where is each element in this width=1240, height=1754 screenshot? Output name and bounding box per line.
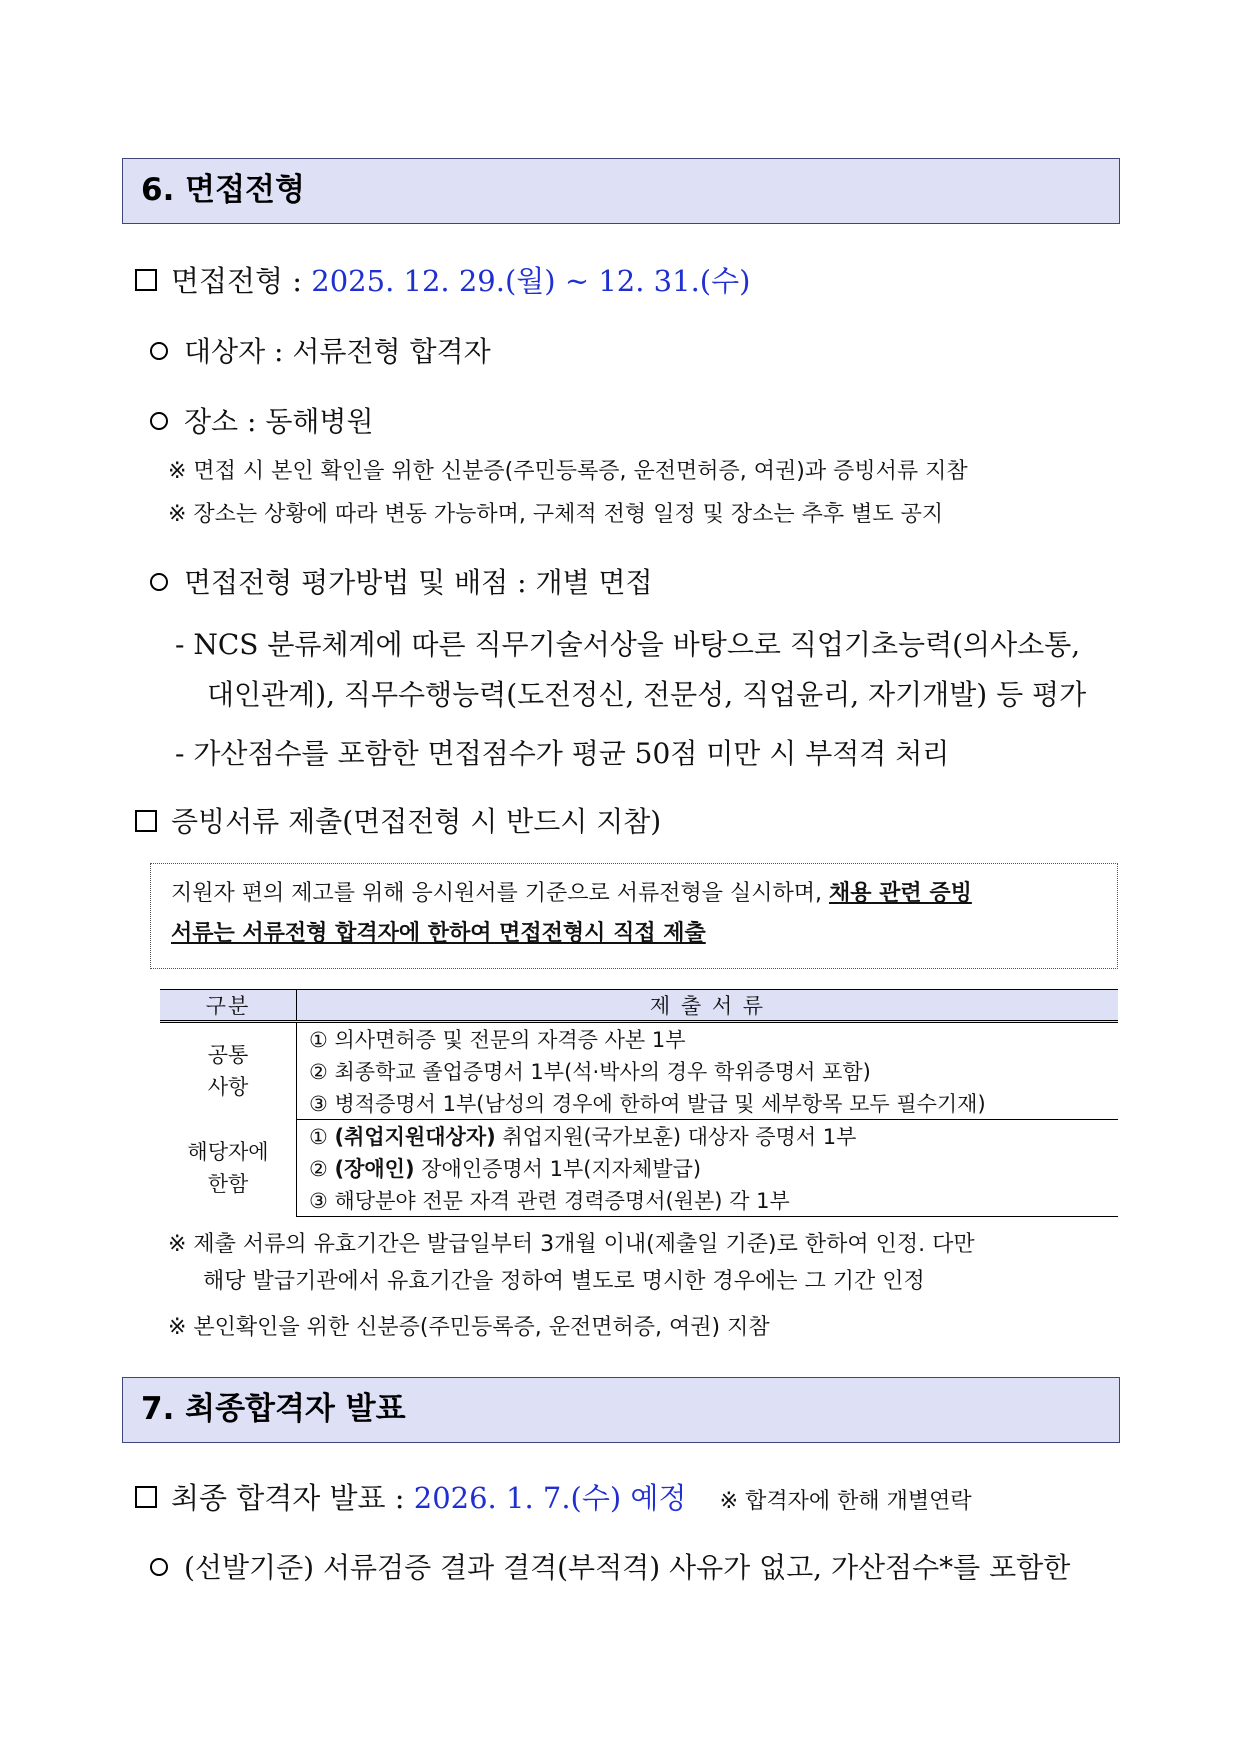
docs-heading [135, 802, 661, 842]
interview-schedule [135, 261, 750, 301]
checkbox-square-icon [135, 810, 157, 832]
category-common [160, 1022, 297, 1120]
category-common-line-2: 사항 [207, 1075, 249, 1100]
item-number: ③ [309, 1189, 335, 1213]
target-line [150, 332, 491, 372]
item-number: ① [309, 1125, 335, 1149]
docs-info-box [150, 863, 1118, 969]
criteria-line [150, 1548, 1070, 1588]
note-validity-cont: 해당 발급기관에서 유효기간을 정하여 별도로 명시한 경우에는 그 기간 인정 [203, 1269, 925, 1294]
checkbox-square-icon [135, 269, 157, 291]
note-id-required: ※ 면접 시 본인 확인을 위한 신분증(주민등록증, 운전면허증, 여권)과 증빙서류 지참 [168, 459, 968, 484]
checkbox-square-icon [135, 1486, 157, 1508]
section-6-title: 6. 면접전형 [141, 172, 305, 208]
note-id-card: ※ 본인확인을 위한 신분증(주민등록증, 운전면허증, 여권) 지참 [168, 1315, 770, 1340]
category-applicable [160, 1120, 297, 1217]
header-documents: 제 출 서 류 [297, 990, 1119, 1022]
table-row [160, 1022, 1118, 1056]
common-item-1: ① 의사면허증 및 전문의 자격증 사본 1부 [309, 1028, 686, 1052]
announce-label: 최종 합격자 발표 : [171, 1481, 405, 1515]
table-row [160, 1184, 1118, 1217]
circle-bullet-icon [150, 342, 168, 360]
announcement-line [135, 1478, 972, 1519]
method-detail-1: - NCS 분류체계에 따른 직무기술서상을 바탕으로 직업기초능력(의사소통, [175, 628, 1081, 661]
docs-heading-text: 증빙서류 제출(면접전형 시 반드시 지참) [171, 805, 662, 838]
method-detail-2: 대인관계), 직무수행능력(도전정신, 전문성, 직업윤리, 자기개발) 등 평가 [207, 678, 1087, 711]
item-text: 장애인증명서 1부(지자체발급) [414, 1157, 702, 1181]
item-qualifier: (장애인) [334, 1157, 415, 1181]
category-common-line-1: 공통 [207, 1043, 249, 1068]
category-applicable-line-2: 한함 [207, 1172, 249, 1196]
box-line-1-emphasis: 채용 관련 증빙 [829, 881, 972, 906]
circle-bullet-icon [150, 573, 168, 591]
section-7-title: 7. 최종합격자 발표 [141, 1391, 406, 1427]
place-text: 장소 : 동해병원 [184, 405, 374, 438]
place-line [150, 402, 374, 442]
box-line-1-text: 지원자 편의 제고를 위해 응시원서를 기준으로 서류전형을 실시하며, [171, 881, 823, 906]
section-6-header [122, 158, 1120, 224]
announce-note: ※ 합격자에 한해 개별연락 [719, 1489, 972, 1514]
target-text: 대상자 : 서류전형 합격자 [184, 335, 491, 368]
box-line-2-emphasis: 서류는 서류전형 합격자에 한하여 면접전형시 직접 제출 [171, 921, 706, 946]
method-line [150, 563, 653, 603]
common-item-2: ② 최종학교 졸업증명서 1부(석·박사의 경우 학위증명서 포함) [309, 1060, 871, 1084]
box-line-2 [171, 914, 1117, 954]
circle-bullet-icon [150, 412, 168, 430]
applicable-item-1 [297, 1120, 1119, 1153]
circle-bullet-icon [150, 1558, 168, 1576]
box-line-1 [171, 874, 1117, 914]
table-row [160, 1087, 1118, 1120]
method-detail-3: - 가산점수를 포함한 면접점수가 평균 50점 미만 시 부적격 처리 [175, 737, 950, 770]
table-header-row [160, 990, 1118, 1022]
item-number: ② [309, 1157, 335, 1181]
method-text: 면접전형 평가방법 및 배점 : 개별 면접 [184, 566, 653, 599]
table-row [160, 1152, 1118, 1184]
note-place-change: ※ 장소는 상황에 따라 변동 가능하며, 구체적 전형 일정 및 장소는 추후 별도 공지 [168, 502, 944, 527]
item-qualifier: (취업지원대상자) [334, 1125, 496, 1149]
schedule-value: 2025. 12. 29.(월) ~ 12. 31.(수) [311, 264, 751, 298]
table-row [160, 1055, 1118, 1087]
common-item-3: ③ 병적증명서 1부(남성의 경우에 한하여 발급 및 세부항목 모두 필수기재) [297, 1087, 1119, 1120]
item-text: 취업지원(국가보훈) 대상자 증명서 1부 [495, 1125, 857, 1149]
applicable-item-3 [297, 1184, 1119, 1217]
schedule-label: 면접전형 : [171, 264, 303, 298]
header-category: 구분 [160, 990, 297, 1022]
section-7-header [122, 1377, 1120, 1443]
table-row [160, 1120, 1118, 1153]
criteria-text: (선발기준) 서류검증 결과 결격(부적격) 사유가 없고, 가산점수*를 포함한 [184, 1551, 1071, 1584]
applicable-item-2 [297, 1152, 1119, 1184]
note-validity: ※ 제출 서류의 유효기간은 발급일부터 3개월 이내(제출일 기준)로 한하여 인정. 다만 [168, 1232, 975, 1257]
category-applicable-line-1: 해당자에 [187, 1140, 269, 1164]
item-text: 해당분야 전문 자격 관련 경력증명서(원본) 각 1부 [334, 1189, 790, 1213]
documents-table [160, 989, 1118, 1217]
announce-value: 2026. 1. 7.(수) 예정 [413, 1481, 687, 1515]
